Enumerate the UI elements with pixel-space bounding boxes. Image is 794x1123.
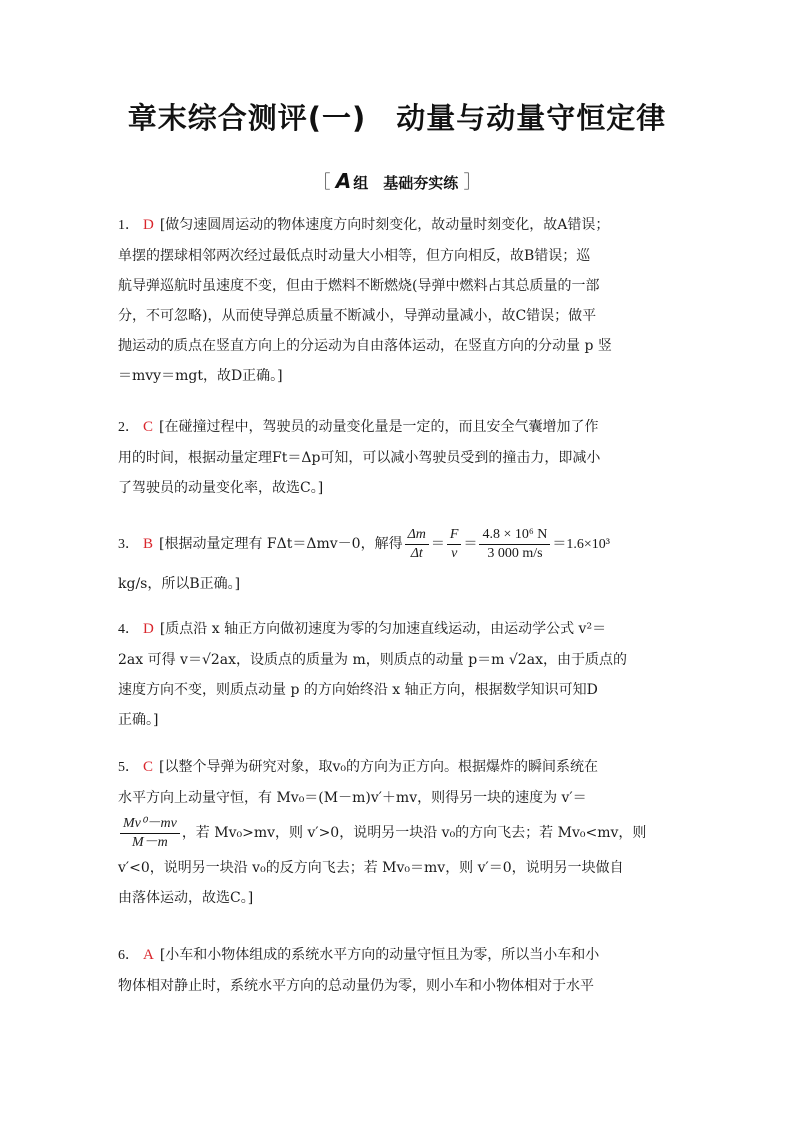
question-1 [118, 210, 678, 391]
left-bracket: ［ [312, 172, 331, 193]
q3-fraction-3: $\frac{\text{4.8 × 10⁶ N}}{3 000 m/s}$ [479, 526, 550, 563]
q5-fraction: $\frac{\text{Mv⁰－mv}}{M-m}$ [120, 815, 180, 852]
q3-answer: B [143, 536, 154, 552]
q6-answer: A [143, 947, 154, 963]
right-bracket: ］ [463, 172, 482, 193]
q1-line-6: ＝mvy＝mgt，故D正确。] [118, 368, 283, 384]
q5-line-1 [118, 752, 678, 783]
q2-line-1 [118, 412, 678, 443]
question-4 [118, 614, 678, 735]
question-3 [118, 524, 698, 599]
q3-text-1: [根据动量定理有 FΔt＝Δmv－0，解得 [159, 536, 403, 552]
q2-line-2: 用的时间，根据动量定理Ft＝Δp可知，可以减小驾驶员受到的撞击力，即减小 [118, 450, 601, 466]
group-label: 组 基础夯实练 [353, 174, 459, 192]
group-letter: A [335, 169, 352, 193]
q2-line-3: 了驾驶员的动量变化率，故选C。] [118, 480, 324, 496]
q5-text-1: [以整个导弹为研究对象，取v₀的方向为正方向。根据爆炸的瞬间系统在 [159, 759, 598, 775]
q5-text-3: ，若 Mv₀>mv，则 v′>0，说明另一块沿 v₀的方向飞去；若 Mv₀<mv，则 [181, 825, 647, 841]
q1-number: 1． [118, 218, 139, 233]
q6-text-1: [小车和小物体组成的系统水平方向的动量守恒且为零，所以当小车和小 [159, 947, 600, 963]
q2-number: 2． [118, 420, 139, 435]
group-heading [0, 168, 794, 194]
q6-number: 6． [118, 948, 139, 963]
page-title: 章末综合测评(一) 动量与动量守恒定律 [127, 101, 667, 135]
q4-text-1: [质点沿 x 轴正方向做初速度为零的匀加速直线运动，由运动学公式 v²＝ [159, 621, 607, 637]
q5-number: 5． [118, 760, 139, 775]
question-5 [118, 752, 678, 913]
q3-result: ＝1.6×10³ [552, 537, 610, 552]
q4-line-4: 正确。] [118, 712, 159, 728]
question-6 [118, 940, 678, 1001]
q2-answer: C [143, 419, 154, 435]
q3-fraction-1: $\frac{\Delta m}{\Delta t}$ [405, 526, 429, 563]
q2-text-1: [在碰撞过程中，驾驶员的动量变化量是一定的，而且安全气囊增加了作 [159, 419, 599, 435]
q1-answer: D [143, 217, 154, 233]
q1-line-4: 分，不可忽略)，从而使导弹总质量不断减小，导弹动量减小，故C错误；做平 [118, 308, 597, 324]
q5-answer: C [143, 759, 154, 775]
q6-line-2: 物体相对静止时，系统水平方向的总动量仍为零，则小车和小物体相对于水平 [118, 978, 594, 994]
q1-line-1 [118, 210, 678, 241]
q1-line-5: 抛运动的质点在竖直方向上的分运动为自由落体运动，在竖直方向的分动量 p 竖 [118, 338, 612, 354]
q1-line-2: 单摆的摆球相邻两次经过最低点时动量大小相等，但方向相反，故B错误；巡 [118, 248, 591, 264]
q5-line-3 [118, 813, 678, 853]
q4-line-2: 2ax 可得 v＝√2ax，设质点的质量为 m，则质点的动量 p＝m √2ax，由于质点的 [118, 652, 627, 668]
q4-line-3: 速度方向不变，则质点动量 p 的方向始终沿 x 轴正方向，根据数学知识可知D [118, 682, 598, 698]
q4-number: 4． [118, 622, 139, 637]
q5-line-5: 由落体运动，故选C。] [118, 890, 254, 906]
q5-line-4: v′<0，说明另一块沿 v₀的反方向飞去；若 Mv₀＝mv，则 v′＝0，说明另一块做自 [118, 860, 624, 876]
q1-line-3: 航导弹巡航时虽速度不变，但由于燃料不断燃烧(导弹中燃料占其总质量的一部 [118, 278, 600, 294]
q4-answer: D [143, 621, 154, 637]
q3-line-2: kg/s，所以B正确。] [118, 576, 241, 592]
q5-line-2: 水平方向上动量守恒，有 Mv₀＝(M－m)v′＋mv，则得另一块的速度为 v′＝ [118, 790, 587, 806]
q3-number: 3． [118, 537, 139, 552]
q1-text-1: [做匀速圆周运动的物体速度方向时刻变化，故动量时刻变化，故A错误； [159, 217, 610, 233]
q3-line-1: 3． B [根据动量定理有 FΔt＝Δmv－0，解得 $\frac{\Delta m}{\Delta t}$ ＝ $\frac{F}{v}$ ＝ $\frac{\text{4.8 × 10⁶ N}}{3 000 m/s}$ ＝1.6×10³ [118, 526, 610, 561]
q4-line-1 [118, 614, 678, 645]
q6-line-1 [118, 940, 678, 971]
q3-fraction-2: $\frac{F}{v}$ [447, 526, 462, 563]
question-2 [118, 412, 678, 503]
